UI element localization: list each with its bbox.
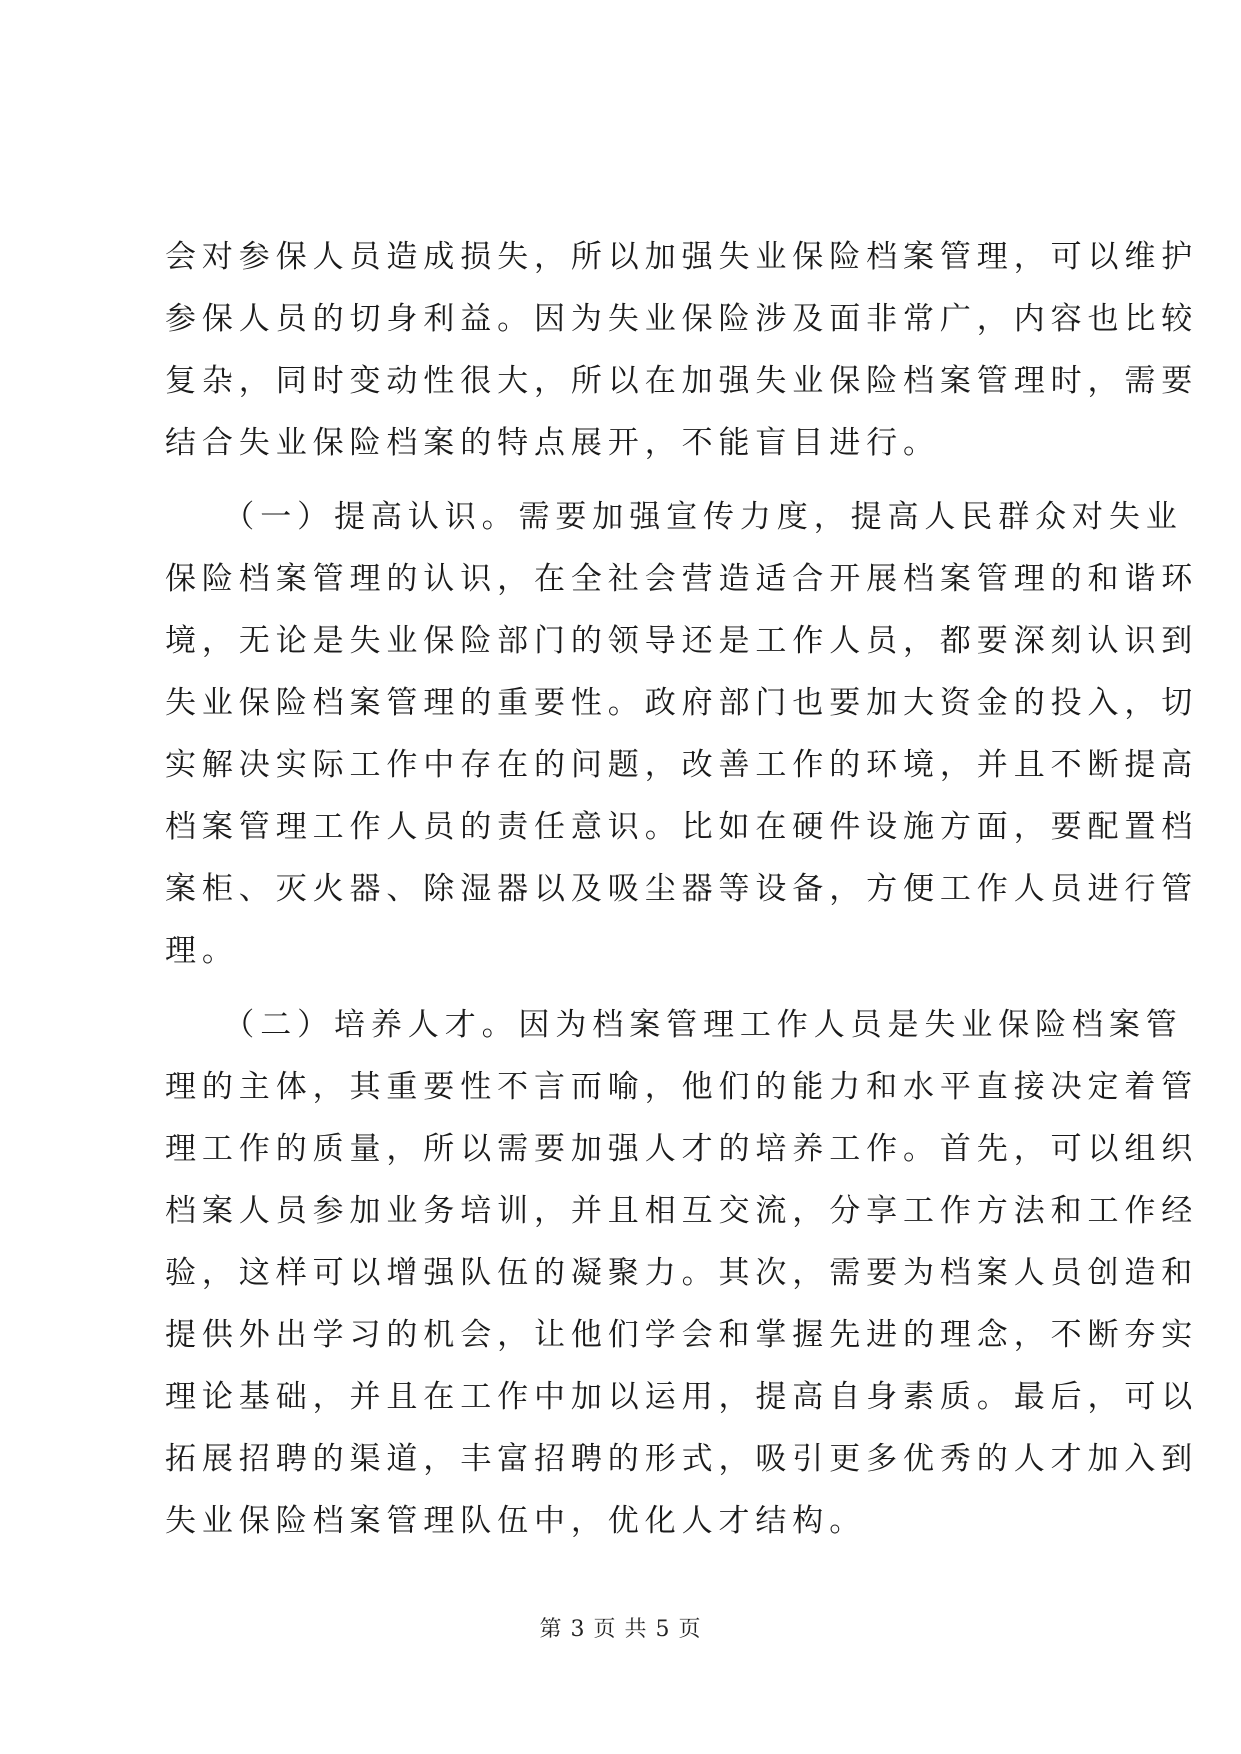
text-line: （二）培养人才。因为档案管理工作人员是失业保险档案管 [165,1007,1183,1043]
text-line: 失业保险档案管理的重要性。政府部门也要加大资金的投入，切 [165,685,1199,721]
text-line: 档案人员参加业务培训，并且相互交流，分享工作方法和工作经 [165,1193,1199,1229]
document-body [165,226,1199,1552]
text-line: 案柜、灭火器、除湿器以及吸尘器等设备，方便工作人员进行管 [165,871,1199,907]
text-line: 参保人员的切身利益。因为失业保险涉及面非常广，内容也比较 [165,301,1199,337]
paragraph-2 [165,486,1199,982]
text-line: 理的主体，其重要性不言而喻，他们的能力和水平直接决定着管 [165,1069,1199,1105]
text-line: 失业保险档案管理队伍中，优化人才结构。 [165,1503,867,1539]
text-line: 理工作的质量，所以需要加强人才的培养工作。首先，可以组织 [165,1131,1199,1167]
text-line: 保险档案管理的认识，在全社会营造适合开展档案管理的和谐环 [165,561,1199,597]
text-line: 实解决实际工作中存在的问题，改善工作的环境，并且不断提高 [165,747,1199,783]
text-line: （一）提高认识。需要加强宣传力度，提高人民群众对失业 [165,499,1183,535]
paragraph-3 [165,994,1199,1552]
text-line: 档案管理工作人员的责任意识。比如在硬件设施方面，要配置档 [165,809,1199,845]
paragraph-1 [165,226,1199,474]
text-line: 提供外出学习的机会，让他们学会和掌握先进的理念，不断夯实 [165,1317,1199,1353]
page-number-footer: 第 3 页 共 5 页 [539,1617,702,1642]
text-line: 会对参保人员造成损失，所以加强失业保险档案管理，可以维护 [165,239,1199,275]
text-line: 复杂，同时变动性很大，所以在加强失业保险档案管理时，需要 [165,363,1199,399]
text-line: 拓展招聘的渠道，丰富招聘的形式，吸引更多优秀的人才加入到 [165,1441,1199,1477]
text-line: 结合失业保险档案的特点展开，不能盲目进行。 [165,425,940,461]
paragraph-gap [165,474,1077,486]
text-line: 验，这样可以增强队伍的凝聚力。其次，需要为档案人员创造和 [165,1255,1199,1291]
text-line: 理。 [165,933,239,969]
paragraph-gap [165,982,1077,994]
text-line: 境，无论是失业保险部门的领导还是工作人员，都要深刻认识到 [165,623,1199,659]
text-line: 理论基础，并且在工作中加以运用，提高自身素质。最后，可以 [165,1379,1199,1415]
